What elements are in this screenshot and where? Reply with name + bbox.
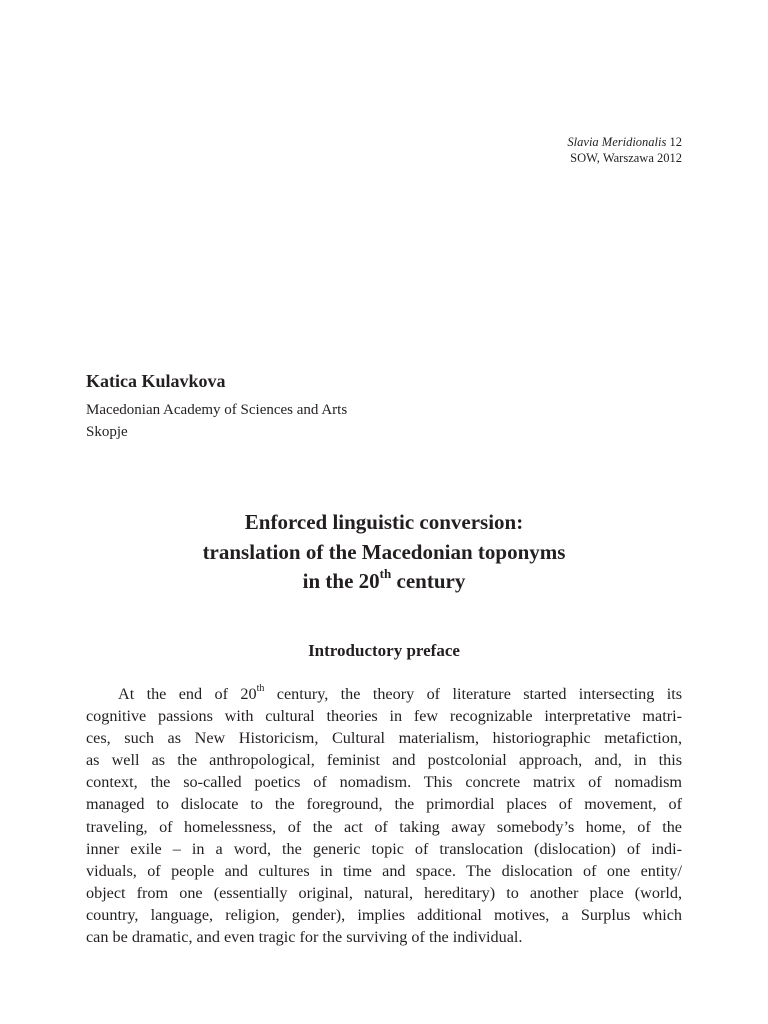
paragraph-superscript: th	[256, 683, 265, 695]
paragraph-line: traveling, of homelessness, of the act of taking away somebody’s home, of the	[86, 817, 682, 836]
section-heading: Introductory preface	[308, 641, 460, 660]
journal-volume: 12	[669, 135, 682, 149]
author-block	[86, 369, 686, 443]
paragraph-line: as well as the anthropological, feminist and postcolonial approach, and, in this	[86, 751, 682, 770]
publisher-line: SOW, Warszawa 2012	[570, 151, 682, 165]
affiliation-institution: Macedonian Academy of Sciences and Arts	[86, 402, 348, 418]
title-line-3-end: century	[391, 569, 466, 593]
journal-name: Slavia Meridionalis	[567, 135, 667, 149]
paragraph-line: managed to dislocate to the foreground, the primordial places of movement, of	[86, 795, 682, 814]
body-paragraph	[86, 683, 682, 948]
paragraph-line: viduals, of people and cultures in time and space. The dislocation of one entity/	[86, 861, 682, 880]
paragraph-line: cognitive passions with cultural theories in few recognizable interpretative matri-	[86, 707, 682, 726]
paragraph-line: country, language, religion, gender), implies additional motives, a Surplus which	[86, 905, 682, 924]
paragraph-line: can be dramatic, and even tragic for the surviving of the individual.	[86, 928, 523, 947]
paragraph-line-1-end: century, the theory of literature started intersecting its	[264, 685, 682, 703]
article-title	[86, 508, 682, 597]
paragraph-line-1-start: At the end of 20	[118, 685, 257, 703]
paragraph-line: ces, such as New Historicism, Cultural materialism, historiographic metafiction,	[86, 729, 682, 748]
paragraph-line	[86, 683, 682, 705]
journal-line	[567, 134, 682, 150]
title-line-3	[302, 566, 466, 593]
paragraph-line: context, the so-called poetics of nomadism. This concrete matrix of nomadism	[86, 773, 682, 792]
title-line-2: translation of the Macedonian toponyms	[202, 539, 566, 564]
affiliation-city: Skopje	[86, 424, 128, 440]
title-superscript: th	[379, 566, 392, 582]
journal-citation	[567, 134, 682, 166]
title-line-1: Enforced linguistic conversion:	[244, 510, 524, 534]
paragraph-line: inner exile – in a word, the generic topic of translocation (dislocation) of indi-	[86, 839, 682, 858]
author-affiliation	[86, 399, 686, 443]
title-line-3-text: in the 20	[302, 569, 380, 593]
paragraph-line: object from one (essentially original, natural, hereditary) to another place (world,	[86, 883, 682, 902]
author-name: Katica Kulavkova	[86, 371, 226, 391]
